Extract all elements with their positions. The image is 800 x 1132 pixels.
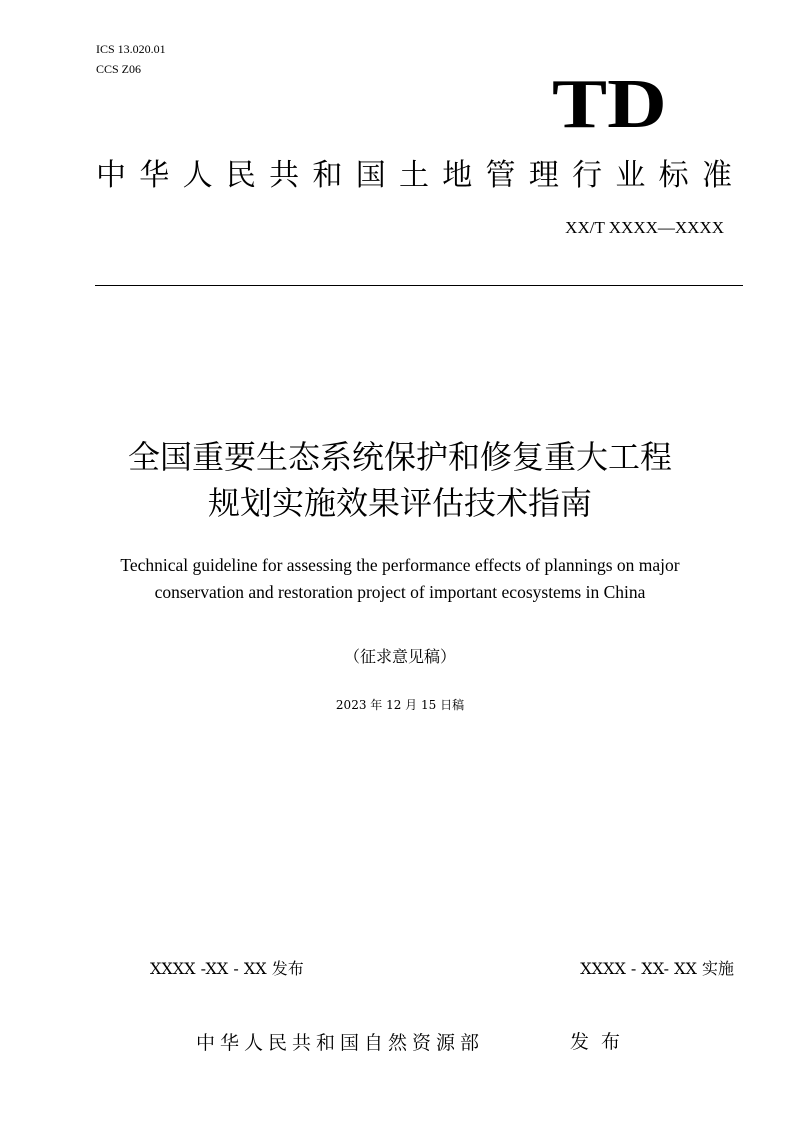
title-en-line-2: conservation and restoration project of important ecosystems in China — [154, 582, 646, 602]
ccs-code: CCS Z06 — [96, 62, 142, 76]
category-title-char: 华 — [139, 158, 170, 193]
standard-category-title — [96, 156, 732, 196]
title-zh-line-2: 规划实施效果评估技术指南 — [207, 484, 592, 522]
category-title-char: 行 — [572, 158, 603, 193]
title-en-line-1: Technical guideline for assessing the performance effects of plannings on major — [120, 555, 680, 575]
category-title-char: 管 — [485, 158, 516, 193]
category-title-char: 中 — [96, 158, 126, 193]
category-title-char: 土 — [398, 158, 429, 193]
category-title-char: 共 — [269, 158, 300, 193]
category-title-char: 人 — [182, 158, 213, 193]
document-title-en — [0, 552, 800, 606]
issue-date: XXXX -XX - XX 发布 — [150, 959, 304, 978]
category-title-char: 地 — [442, 158, 473, 193]
standard-number: XX/T XXXX—XXXX — [565, 218, 724, 237]
category-title-char: 准 — [701, 158, 732, 193]
draft-date: 2023 年 12 月 15 日稿 — [335, 698, 465, 712]
category-title-char: 和 — [312, 158, 343, 193]
category-title-char: 标 — [658, 158, 689, 193]
document-title-zh — [0, 434, 800, 526]
td-logo: TD — [552, 66, 667, 143]
implement-date: XXXX - XX- XX 实施 — [580, 959, 734, 978]
issuing-authority: 中华人民共和国自然资源部 — [196, 1032, 485, 1054]
category-title-char: 业 — [615, 158, 646, 193]
ics-code: ICS 13.020.01 — [96, 42, 166, 56]
draft-status: （征求意见稿） — [343, 647, 456, 666]
category-title-char: 国 — [355, 158, 386, 193]
title-zh-line-1: 全国重要生态系统保护和修复重大工程 — [127, 438, 672, 476]
category-title-char: 民 — [225, 158, 256, 193]
publish-label: 发布 — [570, 1031, 633, 1053]
category-title-char: 理 — [528, 158, 559, 193]
header-divider — [95, 285, 743, 286]
